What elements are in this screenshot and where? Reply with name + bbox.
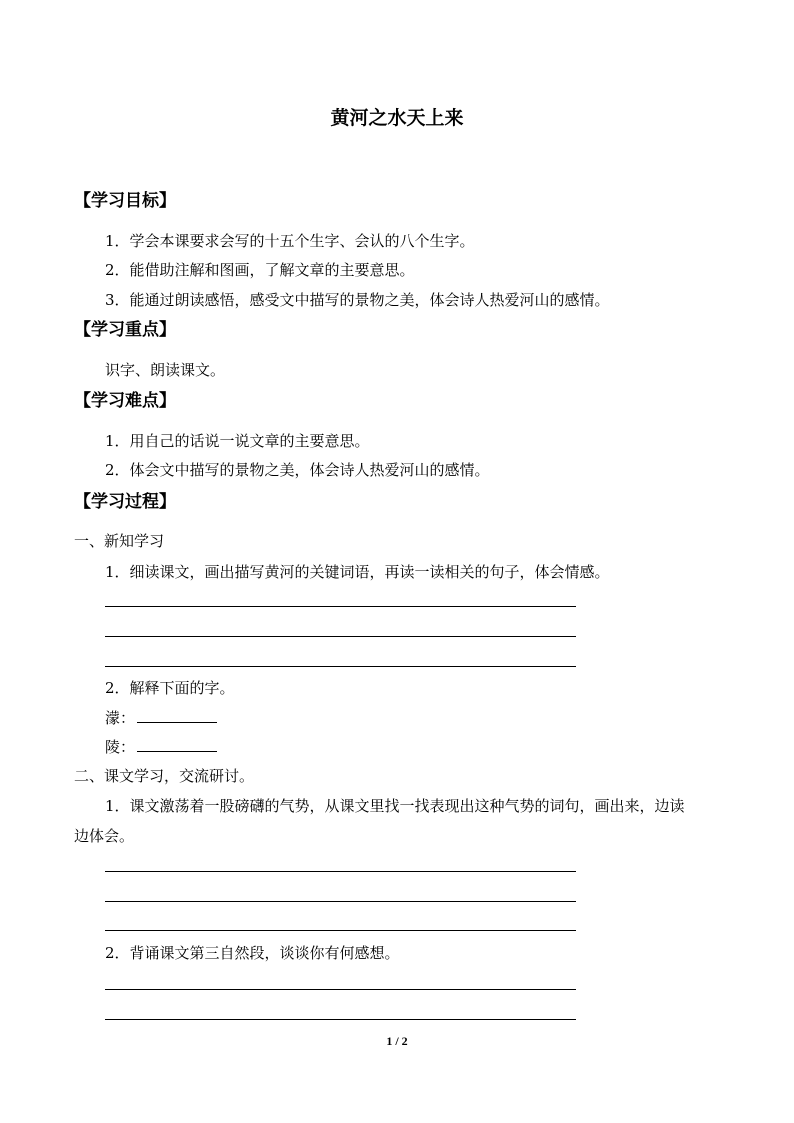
answer-line <box>105 930 576 931</box>
key-points-heading: 【学习重点】 <box>74 320 176 340</box>
process-heading: 【学习过程】 <box>74 492 176 512</box>
part2-question-2: 2．背诵课文第三自然段，谈谈你有何感想。 <box>105 944 400 962</box>
goal-item-2: 2．能借助注解和图画，了解文章的主要意思。 <box>105 261 415 279</box>
answer-line <box>105 901 576 902</box>
char-item-2 <box>105 737 217 756</box>
part1-question-1: 1．细读课文，画出描写黄河的关键词语，再读一读相关的句子，体会情感。 <box>105 563 610 581</box>
part2-heading: 二、课文学习，交流研讨。 <box>74 767 255 785</box>
char-item-1 <box>105 708 217 727</box>
page-number: 1 / 2 <box>386 1034 408 1048</box>
part1-heading: 一、新知学习 <box>74 532 165 550</box>
goals-heading: 【学习目标】 <box>74 191 176 211</box>
char-label: 陵： <box>105 738 136 756</box>
answer-line <box>105 1019 576 1020</box>
difficulty-item-1: 1．用自己的话说一说文章的主要意思。 <box>105 432 370 450</box>
key-points-text: 识字、朗读课文。 <box>105 361 226 379</box>
part1-question-2: 2．解释下面的字。 <box>105 679 235 697</box>
part2-question-1-line1: 1．课文激荡着一股磅礴的气势，从课文里找一找表现出这种气势的词句，画出来，边读 <box>105 797 685 815</box>
answer-line <box>105 666 576 667</box>
fill-blank <box>137 708 217 723</box>
difficulties-heading: 【学习难点】 <box>74 391 176 411</box>
goal-item-3: 3．能通过朗读感悟，感受文中描写的景物之美，体会诗人热爱河山的感情。 <box>105 291 610 309</box>
difficulty-item-2: 2．体会文中描写的景物之美，体会诗人热爱河山的感情。 <box>105 461 490 479</box>
goal-item-1: 1．学会本课要求会写的十五个生字、会认的八个生字。 <box>105 232 475 250</box>
char-label: 濛： <box>105 709 136 727</box>
answer-line <box>105 606 576 607</box>
part2-question-1-line2: 边体会。 <box>74 827 135 845</box>
fill-blank <box>137 737 217 752</box>
page-title: 黄河之水天上来 <box>330 107 464 129</box>
answer-line <box>105 636 576 637</box>
answer-line <box>105 989 576 990</box>
answer-line <box>105 871 576 872</box>
